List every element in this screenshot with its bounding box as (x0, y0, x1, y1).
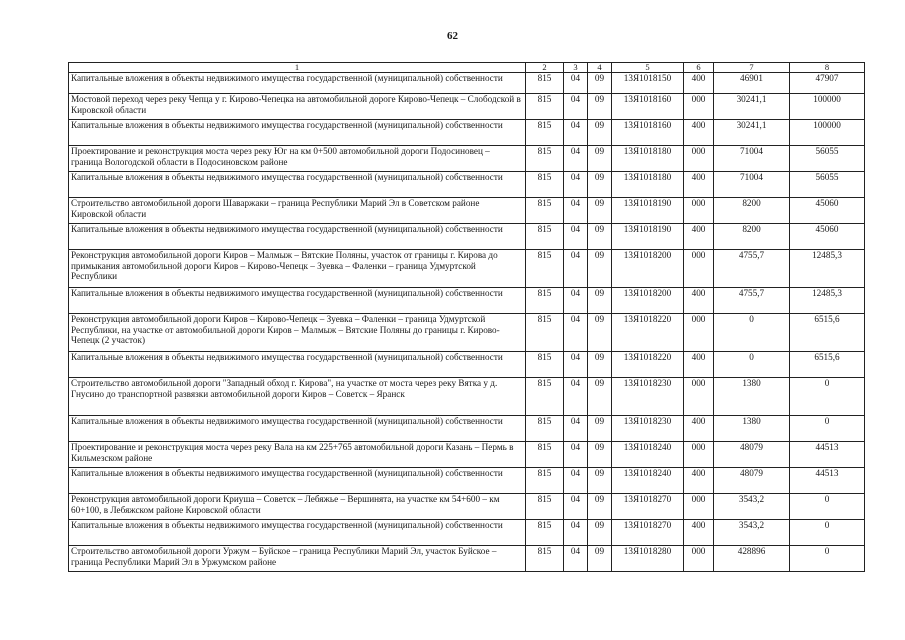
admin-code: 815 (526, 120, 564, 146)
section-code: 04 (564, 314, 588, 352)
expense-type-code: 000 (684, 314, 714, 352)
table-row (69, 416, 865, 442)
subsection-code: 09 (588, 73, 612, 94)
admin-code: 815 (526, 250, 564, 288)
subsection-code: 09 (588, 198, 612, 224)
column-header-1: 1 (69, 63, 526, 73)
target-article-code: 13Я1018230 (612, 416, 684, 442)
table-row (69, 224, 865, 250)
amount-2019: 3543,2 (714, 494, 790, 520)
target-article-code: 13Я1018180 (612, 172, 684, 198)
table-row (69, 378, 865, 416)
target-article-code: 13Я1018190 (612, 224, 684, 250)
expense-type-code: 000 (684, 94, 714, 120)
section-code: 04 (564, 378, 588, 416)
admin-code: 815 (526, 73, 564, 94)
amount-2019: 0 (714, 352, 790, 378)
section-code: 04 (564, 224, 588, 250)
expense-type-code: 000 (684, 546, 714, 572)
table-row (69, 314, 865, 352)
item-name: Строительство автомобильной дороги Шаваржаки – граница Республики Марий Эл в Советском районе Кировской области (69, 198, 526, 224)
column-number-row (69, 63, 865, 73)
expense-type-code: 400 (684, 416, 714, 442)
target-article-code: 13Я1018270 (612, 520, 684, 546)
table-row (69, 352, 865, 378)
amount-2019: 3543,2 (714, 520, 790, 546)
admin-code: 815 (526, 94, 564, 120)
expense-type-code: 000 (684, 146, 714, 172)
item-name: Реконструкция автомобильной дороги Киров – Малмыж – Вятские Поляны, участок от границы г. Кирова до примыкания автомобильной дороги Киров – Кирово-Чепецк – Зуевка – Фаленки – граница Удмуртской Республики (69, 250, 526, 288)
subsection-code: 09 (588, 288, 612, 314)
amount-2020: 100000 (790, 120, 865, 146)
item-name: Мостовой переход через реку Чепца у г. Кирово-Чепецка на автомобильной дороге Кирово-Чепецк – Слободской в Кировской области (69, 94, 526, 120)
section-code: 04 (564, 198, 588, 224)
expense-type-code: 000 (684, 198, 714, 224)
subsection-code: 09 (588, 520, 612, 546)
amount-2019: 48079 (714, 468, 790, 494)
item-name: Капитальные вложения в объекты недвижимого имущества государственной (муниципальной) собственности (69, 73, 526, 94)
target-article-code: 13Я1018240 (612, 442, 684, 468)
item-name: Строительство автомобильной дороги Уржум – Буйское – граница Республики Марий Эл, участок Буйское – граница Республики Марий Эл в Уржумском районе (69, 546, 526, 572)
amount-2020: 6515,6 (790, 314, 865, 352)
admin-code: 815 (526, 224, 564, 250)
admin-code: 815 (526, 352, 564, 378)
item-name: Строительство автомобильной дороги "Западный обход г. Кирова", на участке от моста через реку Вятка у д. Гнусино до транспортной развязки автомобильной дороги Киров – Советск – Яранск (69, 378, 526, 416)
section-code: 04 (564, 94, 588, 120)
subsection-code: 09 (588, 146, 612, 172)
amount-2020: 0 (790, 494, 865, 520)
admin-code: 815 (526, 198, 564, 224)
table-row (69, 288, 865, 314)
subsection-code: 09 (588, 250, 612, 288)
admin-code: 815 (526, 314, 564, 352)
admin-code: 815 (526, 546, 564, 572)
target-article-code: 13Я1018200 (612, 288, 684, 314)
expense-type-code: 000 (684, 442, 714, 468)
column-header-7: 7 (714, 63, 790, 73)
subsection-code: 09 (588, 120, 612, 146)
table-row (69, 172, 865, 198)
item-name: Капитальные вложения в объекты недвижимого имущества государственной (муниципальной) собственности (69, 416, 526, 442)
table-row (69, 73, 865, 94)
table-row (69, 146, 865, 172)
amount-2019: 1380 (714, 378, 790, 416)
expense-type-code: 400 (684, 224, 714, 250)
expense-type-code: 000 (684, 494, 714, 520)
item-name: Капитальные вложения в объекты недвижимого имущества государственной (муниципальной) собственности (69, 172, 526, 198)
section-code: 04 (564, 494, 588, 520)
expense-type-code: 000 (684, 250, 714, 288)
subsection-code: 09 (588, 416, 612, 442)
item-name: Реконструкция автомобильной дороги Киров – Кирово-Чепецк – Зуевка – Фаленки – граница Удмуртской Республики, на участке от автомобильной дороги Киров – Малмыж – Вятские Поляны до границы г. Кирово-Чепецк (2 участок) (69, 314, 526, 352)
target-article-code: 13Я1018270 (612, 494, 684, 520)
budget-table (68, 62, 865, 572)
subsection-code: 09 (588, 546, 612, 572)
admin-code: 815 (526, 146, 564, 172)
subsection-code: 09 (588, 442, 612, 468)
amount-2019: 46901 (714, 73, 790, 94)
table-row (69, 546, 865, 572)
section-code: 04 (564, 73, 588, 94)
subsection-code: 09 (588, 172, 612, 198)
amount-2020: 6515,6 (790, 352, 865, 378)
amount-2020: 100000 (790, 94, 865, 120)
amount-2020: 0 (790, 546, 865, 572)
section-code: 04 (564, 250, 588, 288)
amount-2019: 8200 (714, 198, 790, 224)
amount-2019: 30241,1 (714, 120, 790, 146)
amount-2020: 56055 (790, 172, 865, 198)
target-article-code: 13Я1018200 (612, 250, 684, 288)
amount-2020: 44513 (790, 468, 865, 494)
item-name: Капитальные вложения в объекты недвижимого имущества государственной (муниципальной) собственности (69, 468, 526, 494)
amount-2020: 56055 (790, 146, 865, 172)
amount-2019: 0 (714, 314, 790, 352)
subsection-code: 09 (588, 314, 612, 352)
amount-2020: 45060 (790, 224, 865, 250)
expense-type-code: 400 (684, 288, 714, 314)
target-article-code: 13Я1018180 (612, 146, 684, 172)
target-article-code: 13Я1018150 (612, 73, 684, 94)
amount-2019: 4755,7 (714, 288, 790, 314)
subsection-code: 09 (588, 378, 612, 416)
target-article-code: 13Я1018280 (612, 546, 684, 572)
amount-2020: 47907 (790, 73, 865, 94)
item-name: Капитальные вложения в объекты недвижимого имущества государственной (муниципальной) собственности (69, 352, 526, 378)
section-code: 04 (564, 288, 588, 314)
target-article-code: 13Я1018190 (612, 198, 684, 224)
item-name: Капитальные вложения в объекты недвижимого имущества государственной (муниципальной) собственности (69, 288, 526, 314)
expense-type-code: 400 (684, 172, 714, 198)
table-body (69, 73, 865, 572)
item-name: Реконструкция автомобильной дороги Криуша – Советск – Лебяжье – Вершинята, на участке км 54+600 – км 60+100, в Лебяжском районе Кировской области (69, 494, 526, 520)
section-code: 04 (564, 468, 588, 494)
amount-2019: 428896 (714, 546, 790, 572)
column-header-6: 6 (684, 63, 714, 73)
amount-2020: 45060 (790, 198, 865, 224)
amount-2020: 12485,3 (790, 288, 865, 314)
target-article-code: 13Я1018160 (612, 120, 684, 146)
subsection-code: 09 (588, 94, 612, 120)
expense-type-code: 400 (684, 73, 714, 94)
subsection-code: 09 (588, 352, 612, 378)
section-code: 04 (564, 546, 588, 572)
table-row (69, 494, 865, 520)
target-article-code: 13Я1018220 (612, 352, 684, 378)
subsection-code: 09 (588, 224, 612, 250)
amount-2019: 4755,7 (714, 250, 790, 288)
section-code: 04 (564, 416, 588, 442)
admin-code: 815 (526, 378, 564, 416)
target-article-code: 13Я1018230 (612, 378, 684, 416)
item-name: Проектирование и реконструкция моста через реку Вала на км 225+765 автомобильной дороги Казань – Пермь в Кильмезском районе (69, 442, 526, 468)
table-row (69, 442, 865, 468)
amount-2019: 1380 (714, 416, 790, 442)
section-code: 04 (564, 172, 588, 198)
admin-code: 815 (526, 172, 564, 198)
amount-2019: 71004 (714, 146, 790, 172)
amount-2020: 0 (790, 378, 865, 416)
amount-2020: 0 (790, 520, 865, 546)
table-row (69, 94, 865, 120)
admin-code: 815 (526, 442, 564, 468)
section-code: 04 (564, 352, 588, 378)
admin-code: 815 (526, 520, 564, 546)
expense-type-code: 400 (684, 352, 714, 378)
expense-type-code: 400 (684, 468, 714, 494)
amount-2019: 8200 (714, 224, 790, 250)
section-code: 04 (564, 120, 588, 146)
table-row (69, 520, 865, 546)
amount-2020: 0 (790, 416, 865, 442)
table-row (69, 250, 865, 288)
admin-code: 815 (526, 468, 564, 494)
admin-code: 815 (526, 494, 564, 520)
target-article-code: 13Я1018160 (612, 94, 684, 120)
table-row (69, 198, 865, 224)
expense-type-code: 400 (684, 520, 714, 546)
expense-type-code: 400 (684, 120, 714, 146)
target-article-code: 13Я1018240 (612, 468, 684, 494)
page-number: 62 (447, 30, 458, 42)
column-header-3: 3 (564, 63, 588, 73)
amount-2020: 12485,3 (790, 250, 865, 288)
column-header-2: 2 (526, 63, 564, 73)
item-name: Капитальные вложения в объекты недвижимого имущества государственной (муниципальной) собственности (69, 120, 526, 146)
expense-type-code: 000 (684, 378, 714, 416)
section-code: 04 (564, 442, 588, 468)
table-row (69, 468, 865, 494)
column-header-8: 8 (790, 63, 865, 73)
column-header-5: 5 (612, 63, 684, 73)
amount-2020: 44513 (790, 442, 865, 468)
table-row (69, 120, 865, 146)
amount-2019: 48079 (714, 442, 790, 468)
target-article-code: 13Я1018220 (612, 314, 684, 352)
item-name: Капитальные вложения в объекты недвижимого имущества государственной (муниципальной) собственности (69, 224, 526, 250)
subsection-code: 09 (588, 494, 612, 520)
admin-code: 815 (526, 288, 564, 314)
section-code: 04 (564, 520, 588, 546)
admin-code: 815 (526, 416, 564, 442)
item-name: Капитальные вложения в объекты недвижимого имущества государственной (муниципальной) собственности (69, 520, 526, 546)
item-name: Проектирование и реконструкция моста через реку Юг на км 0+500 автомобильной дороги Подосиновец – граница Вологодской области в Подосиновском районе (69, 146, 526, 172)
amount-2019: 71004 (714, 172, 790, 198)
column-header-4: 4 (588, 63, 612, 73)
subsection-code: 09 (588, 468, 612, 494)
amount-2019: 30241,1 (714, 94, 790, 120)
section-code: 04 (564, 146, 588, 172)
